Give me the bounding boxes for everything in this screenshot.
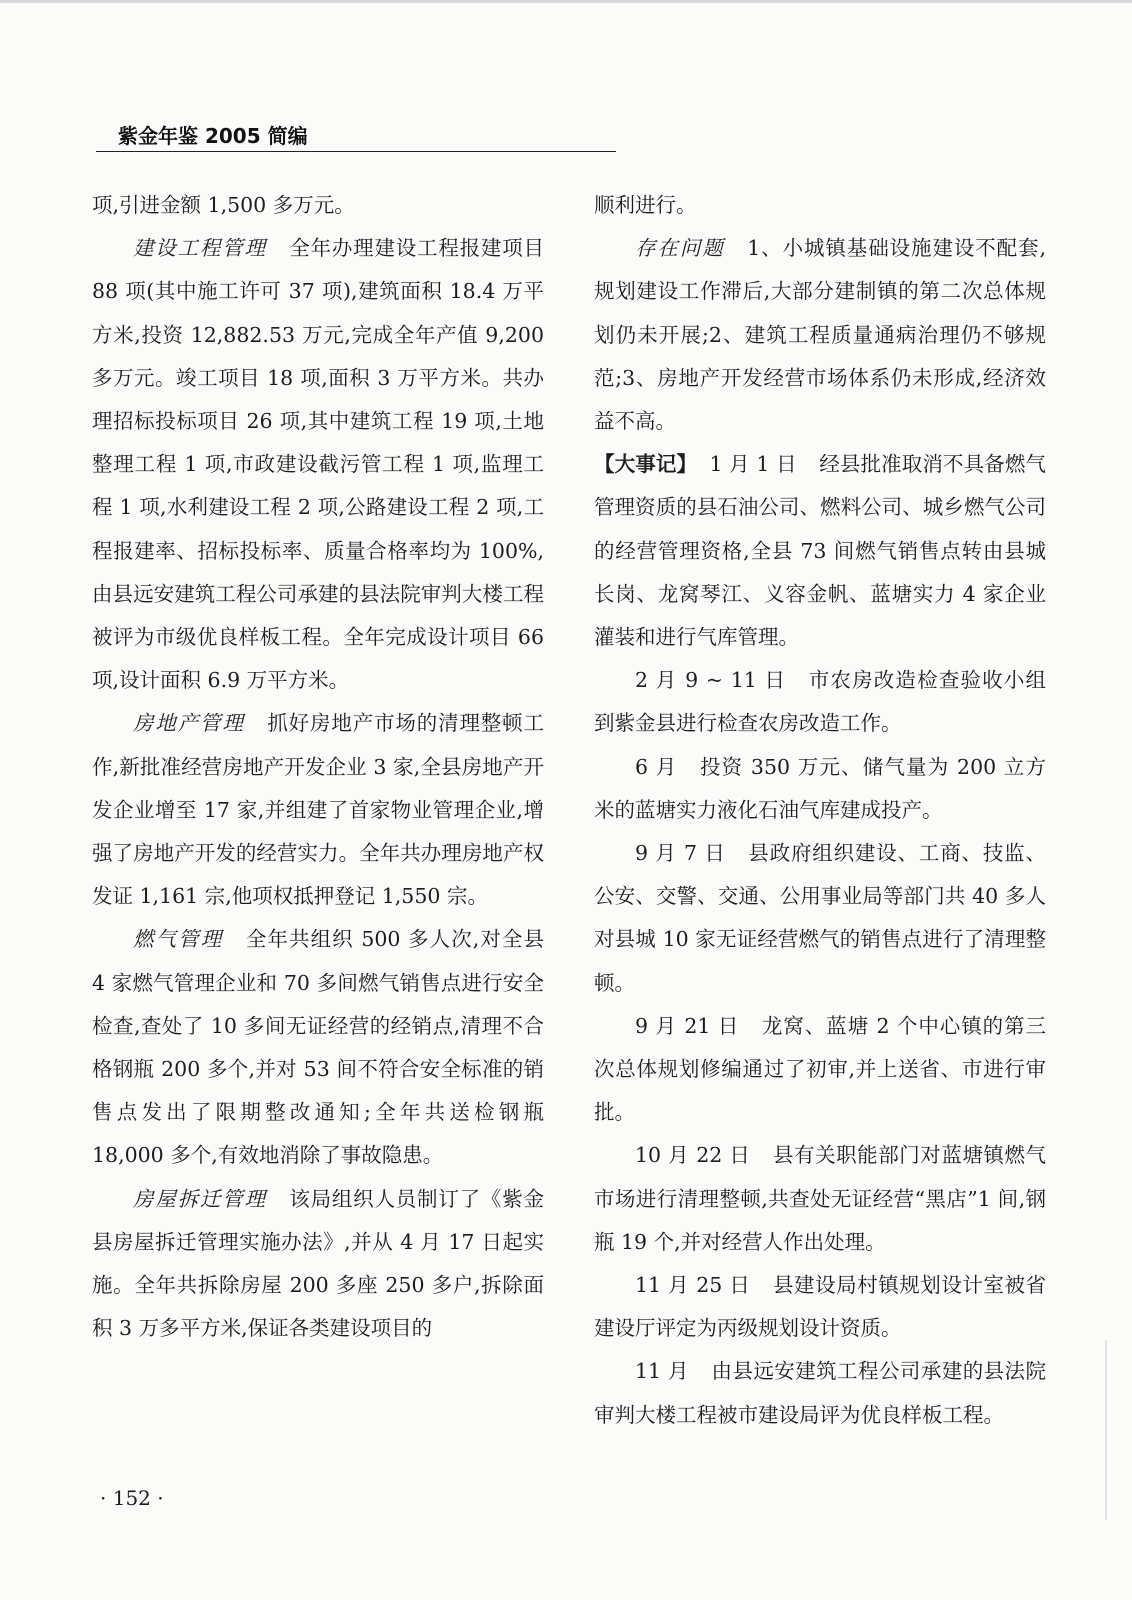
- event-date: 11 月 25 日: [635, 1273, 751, 1298]
- event-paragraph: [594, 832, 1046, 1005]
- event-paragraph: [594, 1350, 1046, 1436]
- paragraph-continuation: 顺利进行。: [594, 193, 697, 217]
- event-paragraph: [594, 1264, 1046, 1350]
- event-date: 10 月 22 日: [635, 1143, 751, 1168]
- page-number: · 152 ·: [100, 1486, 164, 1510]
- event-paragraph: [594, 1134, 1046, 1264]
- event-text: 市农房改造检查验收小组到紫金县进行检查农房改造工作。: [594, 668, 1046, 736]
- event-text: 由县远安建筑工程公司承建的县法院审判大楼工程被市建设局评为优良样板工程。: [594, 1359, 1046, 1427]
- paragraph-text: 抓好房地产市场的清理整顿工作,新批准经营房地产开发企业 3 家,全县房地产开发企业增至 17 家,并组建了首家物业管理企业,增强了房地产开发的经营实力。全年共办理房地产权发证 1,161 宗,他项权抵押登记 1,550 宗。: [92, 711, 545, 909]
- event-text: 投资 350 万元、储气量为 200 立方米的蓝塘实力液化石油气库建成投产。: [594, 754, 1047, 822]
- event-paragraph: [594, 1005, 1046, 1135]
- event-paragraph: [594, 746, 1046, 832]
- event-text: 龙窝、蓝塘 2 个中心镇的第三次总体规划修编通过了初审,并上送省、市进行审批。: [594, 1013, 1047, 1125]
- event-date: 9 月 7 日: [635, 841, 726, 866]
- paragraph-chronicle: [594, 443, 1046, 659]
- scan-edge-mark: [1105, 1340, 1107, 1520]
- paragraph-real-estate-management: [92, 702, 544, 918]
- subheading: 燃气管理: [133, 927, 224, 952]
- event-date: 2 月 9 ~ 11 日: [635, 668, 787, 693]
- subheading: 房屋拆迁管理: [133, 1186, 267, 1211]
- subheading: 房地产管理: [133, 711, 245, 736]
- right-column: [594, 184, 1046, 1437]
- event-text: 县政府组织建设、工商、技监、公安、交警、交通、公用事业局等部门共 40 多人对县城 10 家无证经营燃气的销售点进行了清理整顿。: [594, 841, 1046, 995]
- header-rule: [96, 151, 616, 152]
- page-top-edge: [0, 0, 1132, 3]
- paragraph-text: 全年共组织 500 多人次,对全县 4 家燃气管理企业和 70 多间燃气销售点进行安全检查,查处了 10 多间无证经营的经销点,清理不合格钢瓶 200 多个,并对 53 间不符合安全标准的销售点发出了限期整改通知;全年共送检钢瓶 18,000 多个,有效地消除了事故隐患。: [92, 927, 545, 1168]
- event-date: 11 月: [635, 1359, 689, 1384]
- paragraph-text: 1、小城镇基础设施建设不配套,规划建设工作滞后,大部分建制镇的第二次总体规划仍未开展;2、建筑工程质量通病治理仍不够规范;3、房地产开发经营市场体系仍未形成,经济效益不高。: [594, 236, 1047, 434]
- event-text: 县有关职能部门对蓝塘镇燃气市场进行清理整顿,共查处无证经营“黑店”1 间,钢瓶 19 个,并对经营人作出处理。: [594, 1143, 1046, 1254]
- paragraph-continuation: 项,引进金额 1,500 多万元。: [92, 193, 355, 217]
- subheading: 存在问题: [635, 236, 725, 261]
- running-head: 紫金年鉴 2005 简编: [118, 124, 308, 148]
- subheading: 建设工程管理: [133, 236, 267, 261]
- paragraph-text: 该局组织人员制订了《紫金县房屋拆迁管理实施办法》,并从 4 月 17 日起实施。全年共拆除房屋 200 多座 250 多户,拆除面积 3 万多平方米,保证各类建设项目的: [92, 1186, 545, 1341]
- event-date: 6 月: [635, 754, 678, 779]
- paragraph-gas-management: [92, 918, 544, 1177]
- chronicle-heading: 【大事记】: [594, 452, 698, 477]
- event-date: 9 月 21 日: [635, 1013, 740, 1038]
- paragraph-existing-problems: [594, 227, 1046, 443]
- event-text: 县建设局村镇规划设计室被省建设厅评定为丙级规划设计资质。: [594, 1273, 1046, 1341]
- paragraph-construction-management: [92, 227, 544, 702]
- event-date: 1 月 1 日: [709, 452, 797, 477]
- left-column: [92, 184, 544, 1350]
- event-text: 经县批准取消不具备燃气管理资质的县石油公司、燃料公司、城乡燃气公司的经营管理资格,全县 73 间燃气销售点转由县城长岗、龙窝琴江、义容金帆、蓝塘实力 4 家企业灌装和进行气库管理。: [594, 452, 1047, 650]
- paragraph-text: 全年办理建设工程报建项目 88 项(其中施工许可 37 项),建筑面积 18.4 万平方米,投资 12,882.53 万元,完成全年产值 9,200 多万元。竣工项目 18 项,面积 3 万平方米。共办理招标投标项目 26 项,其中建筑工程 19 项,土地整理工程 1 项,市政建设截污管工程 1 项,监理工程 1 项,水利建设工程 2 项,公路建设工程 2 项,工程报建率、招标投标率、质量合格率均为 100%,由县远安建筑工程公司承建的县法院审判大楼工程被评为市级优良样板工程。全年完成设计项目 66 项,设计面积 6.9 万平方米。: [92, 236, 545, 693]
- paragraph-demolition-management: [92, 1178, 544, 1351]
- event-paragraph: [594, 659, 1046, 745]
